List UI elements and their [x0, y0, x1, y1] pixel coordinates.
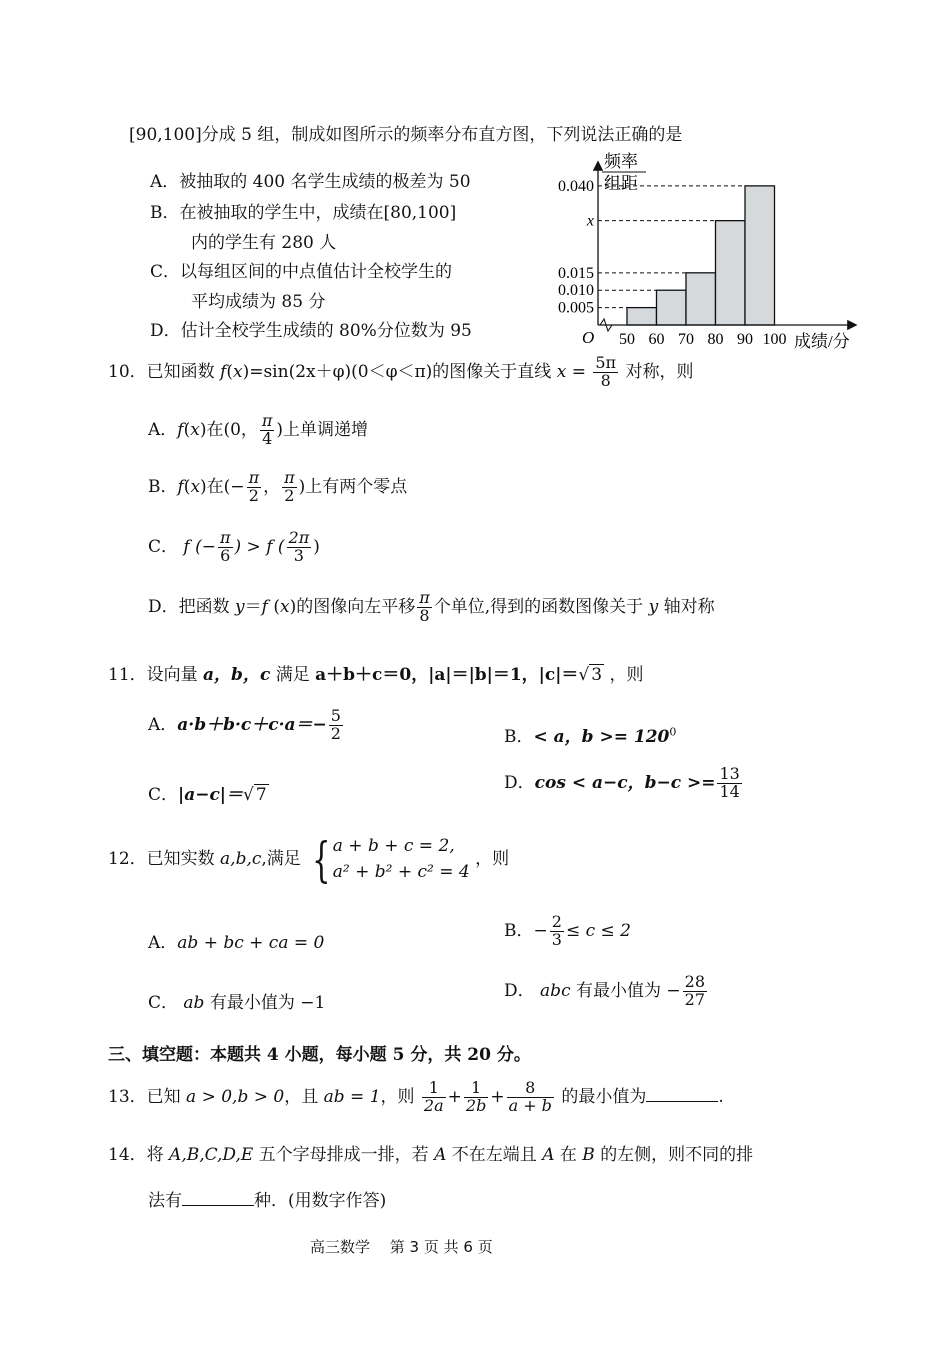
frac-numerator: 13 [719, 764, 740, 783]
frac-numerator: 2π [288, 528, 310, 547]
option-label: C． [148, 785, 179, 805]
frac-denominator: 4 [262, 428, 273, 448]
equation-1: a + b + c = 2, [332, 836, 455, 856]
expr: ab + bc + ca = 0 [177, 933, 325, 953]
vector-vars: a，b，c [203, 665, 271, 685]
q10-frac-5pi-8 [593, 355, 618, 390]
answer-blank[interactable] [646, 1085, 718, 1102]
q13-number: 13． [108, 1086, 147, 1107]
text: 有最小值为 −1 [209, 993, 326, 1013]
y-tick-label: 0.040 [558, 177, 594, 195]
text: ，则 [475, 849, 510, 869]
histogram-bar [745, 186, 775, 325]
frac-numerator: π [284, 468, 295, 487]
text: 的左侧，则不同的排 [600, 1145, 754, 1165]
frac [218, 530, 233, 565]
expr: a·b＋b·c＋c·a＝− [177, 714, 327, 735]
radicand: 7 [255, 785, 267, 805]
x-axis-label: 成绩/分 [794, 332, 850, 351]
text: 有最小值为 − [576, 980, 681, 1001]
condition: a＋b＋c＝0，|a|＝|b|＝1，|c|＝ [315, 665, 579, 685]
text: 已知实数 [146, 849, 215, 869]
q13 [108, 1080, 724, 1115]
histogram-bar [686, 273, 716, 325]
frac-numerator: 1 [464, 1080, 488, 1098]
frac [550, 914, 564, 949]
q14-number: 14． [108, 1145, 147, 1165]
section-3-heading: 三、填空题：本题共 4 小题，每小题 5 分，共 20 分。 [108, 1045, 531, 1065]
q9-option-c-line1: C．以每组区间的中点值估计全校学生的 [150, 262, 453, 282]
text: 已知 [146, 1086, 181, 1107]
frac-denominator: 8 [419, 605, 430, 625]
option-label: C． [148, 993, 179, 1013]
frac-denominator: 27 [684, 989, 706, 1009]
q10-stem-part1: 已知函数 [146, 361, 215, 382]
q9-option-a: A．被抽取的 400 名学生成绩的极差为 50 [150, 172, 471, 192]
x-tick-label: 100 [762, 331, 787, 348]
left-brace: { [312, 831, 331, 888]
frac [247, 470, 262, 505]
frac-denominator: 14 [719, 781, 740, 801]
frac-numerator: π [419, 588, 430, 607]
text: − [533, 920, 548, 941]
text: 满足 [275, 665, 310, 685]
q12-number: 12． [108, 849, 147, 869]
y-tick-label: x [586, 212, 594, 230]
x-tick-label: 50 [619, 331, 635, 348]
frac-denominator: 2 [248, 485, 259, 505]
histogram-bar [627, 308, 657, 325]
q14-line2 [148, 1186, 386, 1211]
y-axis-label-top: 频率 [604, 152, 638, 171]
histogram-bar [716, 221, 746, 325]
y-tick-label: 0.005 [558, 299, 594, 317]
condition: a > 0,b > 0 [186, 1086, 285, 1107]
option-label: A． [148, 933, 178, 953]
q10-fx: f [220, 361, 227, 382]
text: 轴对称 [663, 596, 715, 617]
text: 个单位,得到的函数图像关于 [433, 596, 644, 617]
text: 不在左端且 [451, 1145, 537, 1165]
text: 五个字母排成一排，若 [258, 1145, 429, 1165]
option-label: B． [504, 727, 534, 747]
sqrt: √ 7 [243, 785, 267, 805]
frac-denominator: 6 [220, 545, 231, 565]
frac-denominator: 2 [284, 485, 295, 505]
text: 在(− [206, 476, 245, 497]
q11-option-c [148, 780, 269, 805]
q10-option-a: A．f(x)在(0， $\frac{\pi}{4}$ )上单调递增 [148, 411, 369, 448]
frac [422, 1080, 446, 1115]
equation-system [306, 831, 470, 888]
q11-option-b [504, 722, 676, 747]
expr: < a，b >= 120 [533, 727, 670, 747]
expr: ≤ c ≤ 2 [565, 920, 631, 941]
text: 在 [559, 1145, 577, 1165]
frac-numerator: 5π [595, 353, 617, 372]
q10-x: x [232, 361, 243, 382]
q10-stem: 10．已知函数 f(x)=sin(2x＋φ)(0＜φ＜π)的图像关于直线 x = $\frac{5\pi}{8}$ 对称，则 [108, 353, 694, 390]
frac-numerator: π [261, 411, 273, 430]
q9-option-b-line2: 内的学生有 280 人 [191, 233, 337, 253]
text: ) > f ( [234, 536, 285, 557]
q12-option-d [504, 974, 709, 1009]
frac [329, 708, 343, 743]
q9-option-b-line1: B．在被抽取的学生中，成绩在[80,100] [150, 203, 457, 223]
frac [717, 766, 741, 801]
text: 的图像向左平移 [296, 596, 416, 617]
x-tick-label: 90 [737, 331, 753, 348]
text: D．把函数 [148, 596, 230, 617]
frac-denominator: 8 [600, 370, 611, 390]
radicand: 3 [591, 665, 603, 685]
y-tick-label: 0.015 [558, 264, 594, 282]
text: 种．(用数字作答) [254, 1191, 387, 1211]
frac [417, 590, 432, 625]
option-label: C． [148, 536, 179, 557]
q12-option-c [148, 988, 325, 1013]
page-footer: 高三数学 第 3 页 共 6 页 [310, 1238, 493, 1256]
histogram-bar [657, 290, 687, 325]
q10-stem-part2: =sin(2x＋φ)(0＜φ＜π)的图像关于直线 [249, 361, 552, 382]
frac [260, 413, 275, 448]
frac-denominator: a + b [508, 1095, 552, 1115]
text: ，且 [284, 1086, 319, 1107]
q10-stem-part3: 对称，则 [625, 361, 694, 382]
frac-denominator: 3 [293, 545, 304, 565]
q14-line1 [108, 1140, 753, 1165]
q12-option-b [504, 914, 631, 949]
frac-numerator: π [248, 468, 260, 487]
frac-numerator: 28 [684, 972, 706, 991]
q10-option-d: D．把函数 y＝f (x)的图像向左平移 $\frac{\pi}{8}$ 个单位,得到的函数图像关于 y 轴对称 [148, 588, 715, 625]
text: )上单调递增 [276, 419, 369, 440]
frac-denominator: 3 [551, 929, 562, 949]
q12-option-a [148, 928, 324, 953]
sqrt: √ 3 [578, 665, 603, 685]
q11-number: 11． [108, 665, 147, 685]
letters: A,B,C,D,E [169, 1145, 254, 1165]
q11-stem [108, 660, 643, 685]
expr: |a−c|＝ [178, 785, 243, 805]
text: . [718, 1086, 724, 1107]
var: ab [183, 993, 205, 1013]
letter-a: A [542, 1145, 555, 1165]
expr: cos < a−c，b−c >= [534, 772, 716, 793]
q10-number: 10． [108, 361, 147, 382]
frac-numerator: 2 [551, 912, 562, 931]
option-label: B． [504, 920, 534, 941]
text: 的最小值为 [561, 1086, 647, 1107]
option-label: B． [148, 476, 178, 497]
text: ， [263, 476, 281, 497]
frac-denominator: 2b [465, 1095, 487, 1115]
q11-option-a [148, 708, 345, 743]
frac [287, 530, 312, 565]
q10-option-b: B．f(x)在(− $\frac{\pi}{2}$ ， $\frac{\pi}{2}$ )上有两个零点 [148, 468, 408, 505]
frac-numerator: 8 [507, 1080, 554, 1098]
plus: + [490, 1086, 505, 1107]
q9-stem-tail: [90,100]分成 5 组，制成如图所示的频率分布直方图，下列说法正确的是 [129, 125, 683, 145]
frac-denominator: 2 [330, 723, 341, 743]
q10-option-c [148, 530, 320, 565]
q10-x-var: x [556, 361, 567, 382]
origin-label: O [582, 328, 595, 347]
text: 在(0， [206, 419, 258, 440]
frac [507, 1080, 554, 1115]
letter-b: B [582, 1145, 595, 1165]
text: ,满足 [261, 849, 301, 869]
frac-numerator: 5 [330, 706, 341, 725]
frac-numerator: 1 [422, 1080, 446, 1098]
text: ) [313, 536, 320, 557]
q11-option-d [504, 766, 744, 801]
condition: ab = 1 [323, 1086, 381, 1107]
x-tick-label: 80 [707, 331, 724, 348]
option-label: D． [504, 980, 535, 1001]
vars: a,b,c [220, 849, 262, 869]
q9-option-d: D．估计全校学生成绩的 80%分位数为 95 [150, 321, 472, 341]
text: )上有两个零点 [298, 476, 408, 497]
frac [683, 974, 707, 1009]
option-label: A． [148, 419, 178, 440]
q9-option-c-line2: 平均成绩为 85 分 [191, 292, 326, 312]
text: ，则 [609, 665, 644, 685]
fx: f [177, 419, 184, 440]
text: ，则 [380, 1086, 415, 1107]
letter-a: A [434, 1145, 447, 1165]
text: 法有 [148, 1191, 182, 1211]
text: 将 [146, 1145, 164, 1165]
q12-stem [108, 831, 510, 888]
x-tick-label: 70 [678, 331, 694, 348]
option-label: A． [148, 714, 178, 735]
frac-numerator: π [220, 528, 231, 547]
y-tick-label: 0.010 [558, 282, 594, 300]
text: 设向量 [146, 665, 198, 685]
plus: + [447, 1086, 462, 1107]
text: f (− [183, 536, 216, 557]
frequency-histogram [540, 145, 870, 355]
y-axis-label-bottom: 组距 [604, 174, 638, 193]
frac [464, 1080, 488, 1115]
x-tick-label: 60 [648, 331, 665, 348]
var: abc [540, 980, 571, 1001]
equation-2: a² + b² + c² = 4 [332, 861, 470, 882]
frac [282, 470, 297, 505]
option-label: D． [504, 772, 535, 793]
superscript: 0 [669, 725, 677, 739]
answer-blank[interactable] [182, 1189, 254, 1206]
frac-denominator: 2a [423, 1095, 444, 1115]
